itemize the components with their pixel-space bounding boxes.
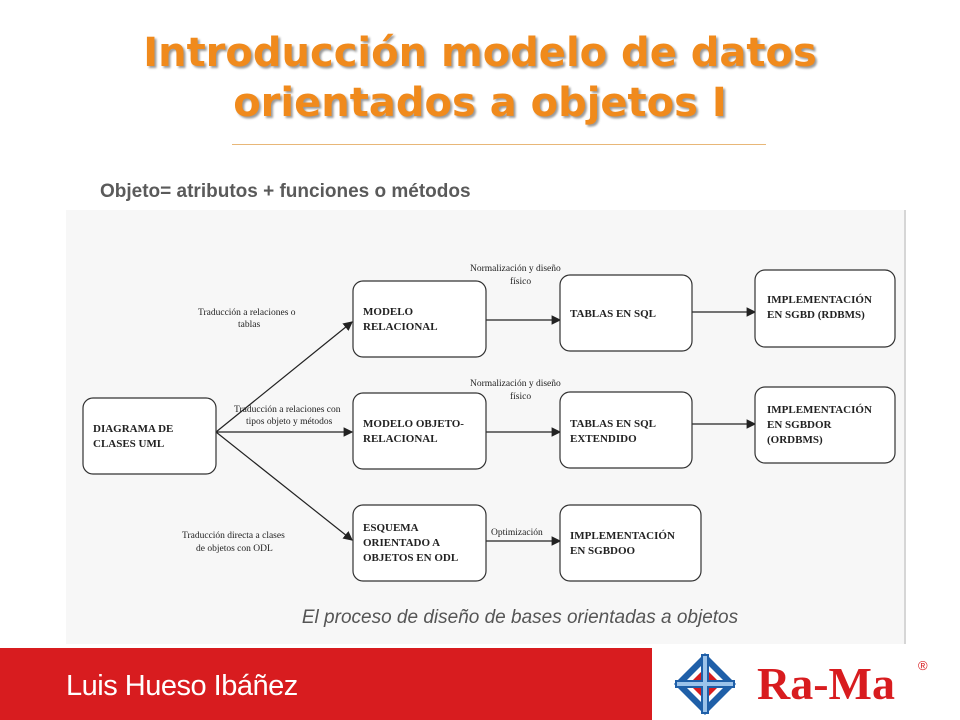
edge-label-normalizacion-2: Normalización y diseño físico (470, 379, 561, 402)
registered-mark: ® (918, 658, 928, 673)
publisher-emblem-icon (665, 651, 745, 717)
edge-label-to-relacional: Traducción a relaciones o tablas (198, 308, 296, 330)
edge-uml-to-odl (216, 432, 352, 540)
diagram-caption: El proceso de diseño de bases orientadas a objetos (301, 607, 739, 628)
node-esquema-odl (353, 505, 486, 581)
svg-text:MODELO OBJETO-RELACIONAL: MODELO OBJETO-RELACIONAL (363, 418, 464, 445)
svg-text:IMPLEMENTACIÓNEN SGBDOO: IMPLEMENTACIÓN EN SGBDOO (570, 530, 675, 557)
edge-label-normalizacion-1: Normalización y diseño físico (470, 264, 561, 287)
slide-subtitle: Objeto= atributos + funciones o métodos (100, 181, 471, 202)
node-diagrama-clases-uml (83, 398, 216, 474)
edge-label-optimizacion: Optimización (491, 528, 543, 538)
slide-title-line-1: Introducción modelo de datos (143, 30, 817, 76)
edge-uml-to-relacional (216, 322, 352, 432)
node-tablas-sql-extendido (560, 392, 692, 468)
publisher-logo-text: Ra-Ma (757, 658, 895, 709)
svg-text:TABLAS EN SQL: TABLAS EN SQL (570, 308, 656, 320)
svg-text:DIAGRAMA DECLASES UML: DIAGRAMA DE CLASES UML (93, 423, 174, 450)
svg-text:ESQUEMAORIENTADO AOBJETOS EN O: ESQUEMA ORIENTADO A OBJETOS EN ODL (363, 522, 459, 564)
slide-title-line-2: orientados a objetos I (233, 80, 727, 126)
svg-text:TABLAS EN SQLEXTENDIDO: TABLAS EN SQL EXTENDIDO (570, 418, 656, 445)
node-tablas-sql (560, 275, 692, 351)
node-implementacion-sgbdoo (560, 505, 701, 581)
edge-label-to-objeto-relacional: Traducción a relaciones con tipos objeto y métodos (234, 405, 341, 427)
node-implementacion-rdbms (755, 270, 895, 347)
svg-text:IMPLEMENTACIÓNEN SGBD (RDBMS): IMPLEMENTACIÓN EN SGBD (RDBMS) (767, 294, 872, 321)
node-modelo-relacional (353, 281, 486, 357)
svg-text:MODELORELACIONAL: MODELO RELACIONAL (363, 306, 438, 333)
node-modelo-objeto-relacional (353, 393, 486, 469)
edge-label-to-odl: Traducción directa a clases de objetos con ODL (182, 531, 285, 554)
author-name: Luis Hueso Ibáñez (66, 670, 298, 702)
node-implementacion-ordbms (755, 387, 895, 463)
svg-text:IMPLEMENTACIÓNEN SGBDOR(ORDBMS: IMPLEMENTACIÓN EN SGBDOR (ORDBMS) (767, 404, 872, 446)
